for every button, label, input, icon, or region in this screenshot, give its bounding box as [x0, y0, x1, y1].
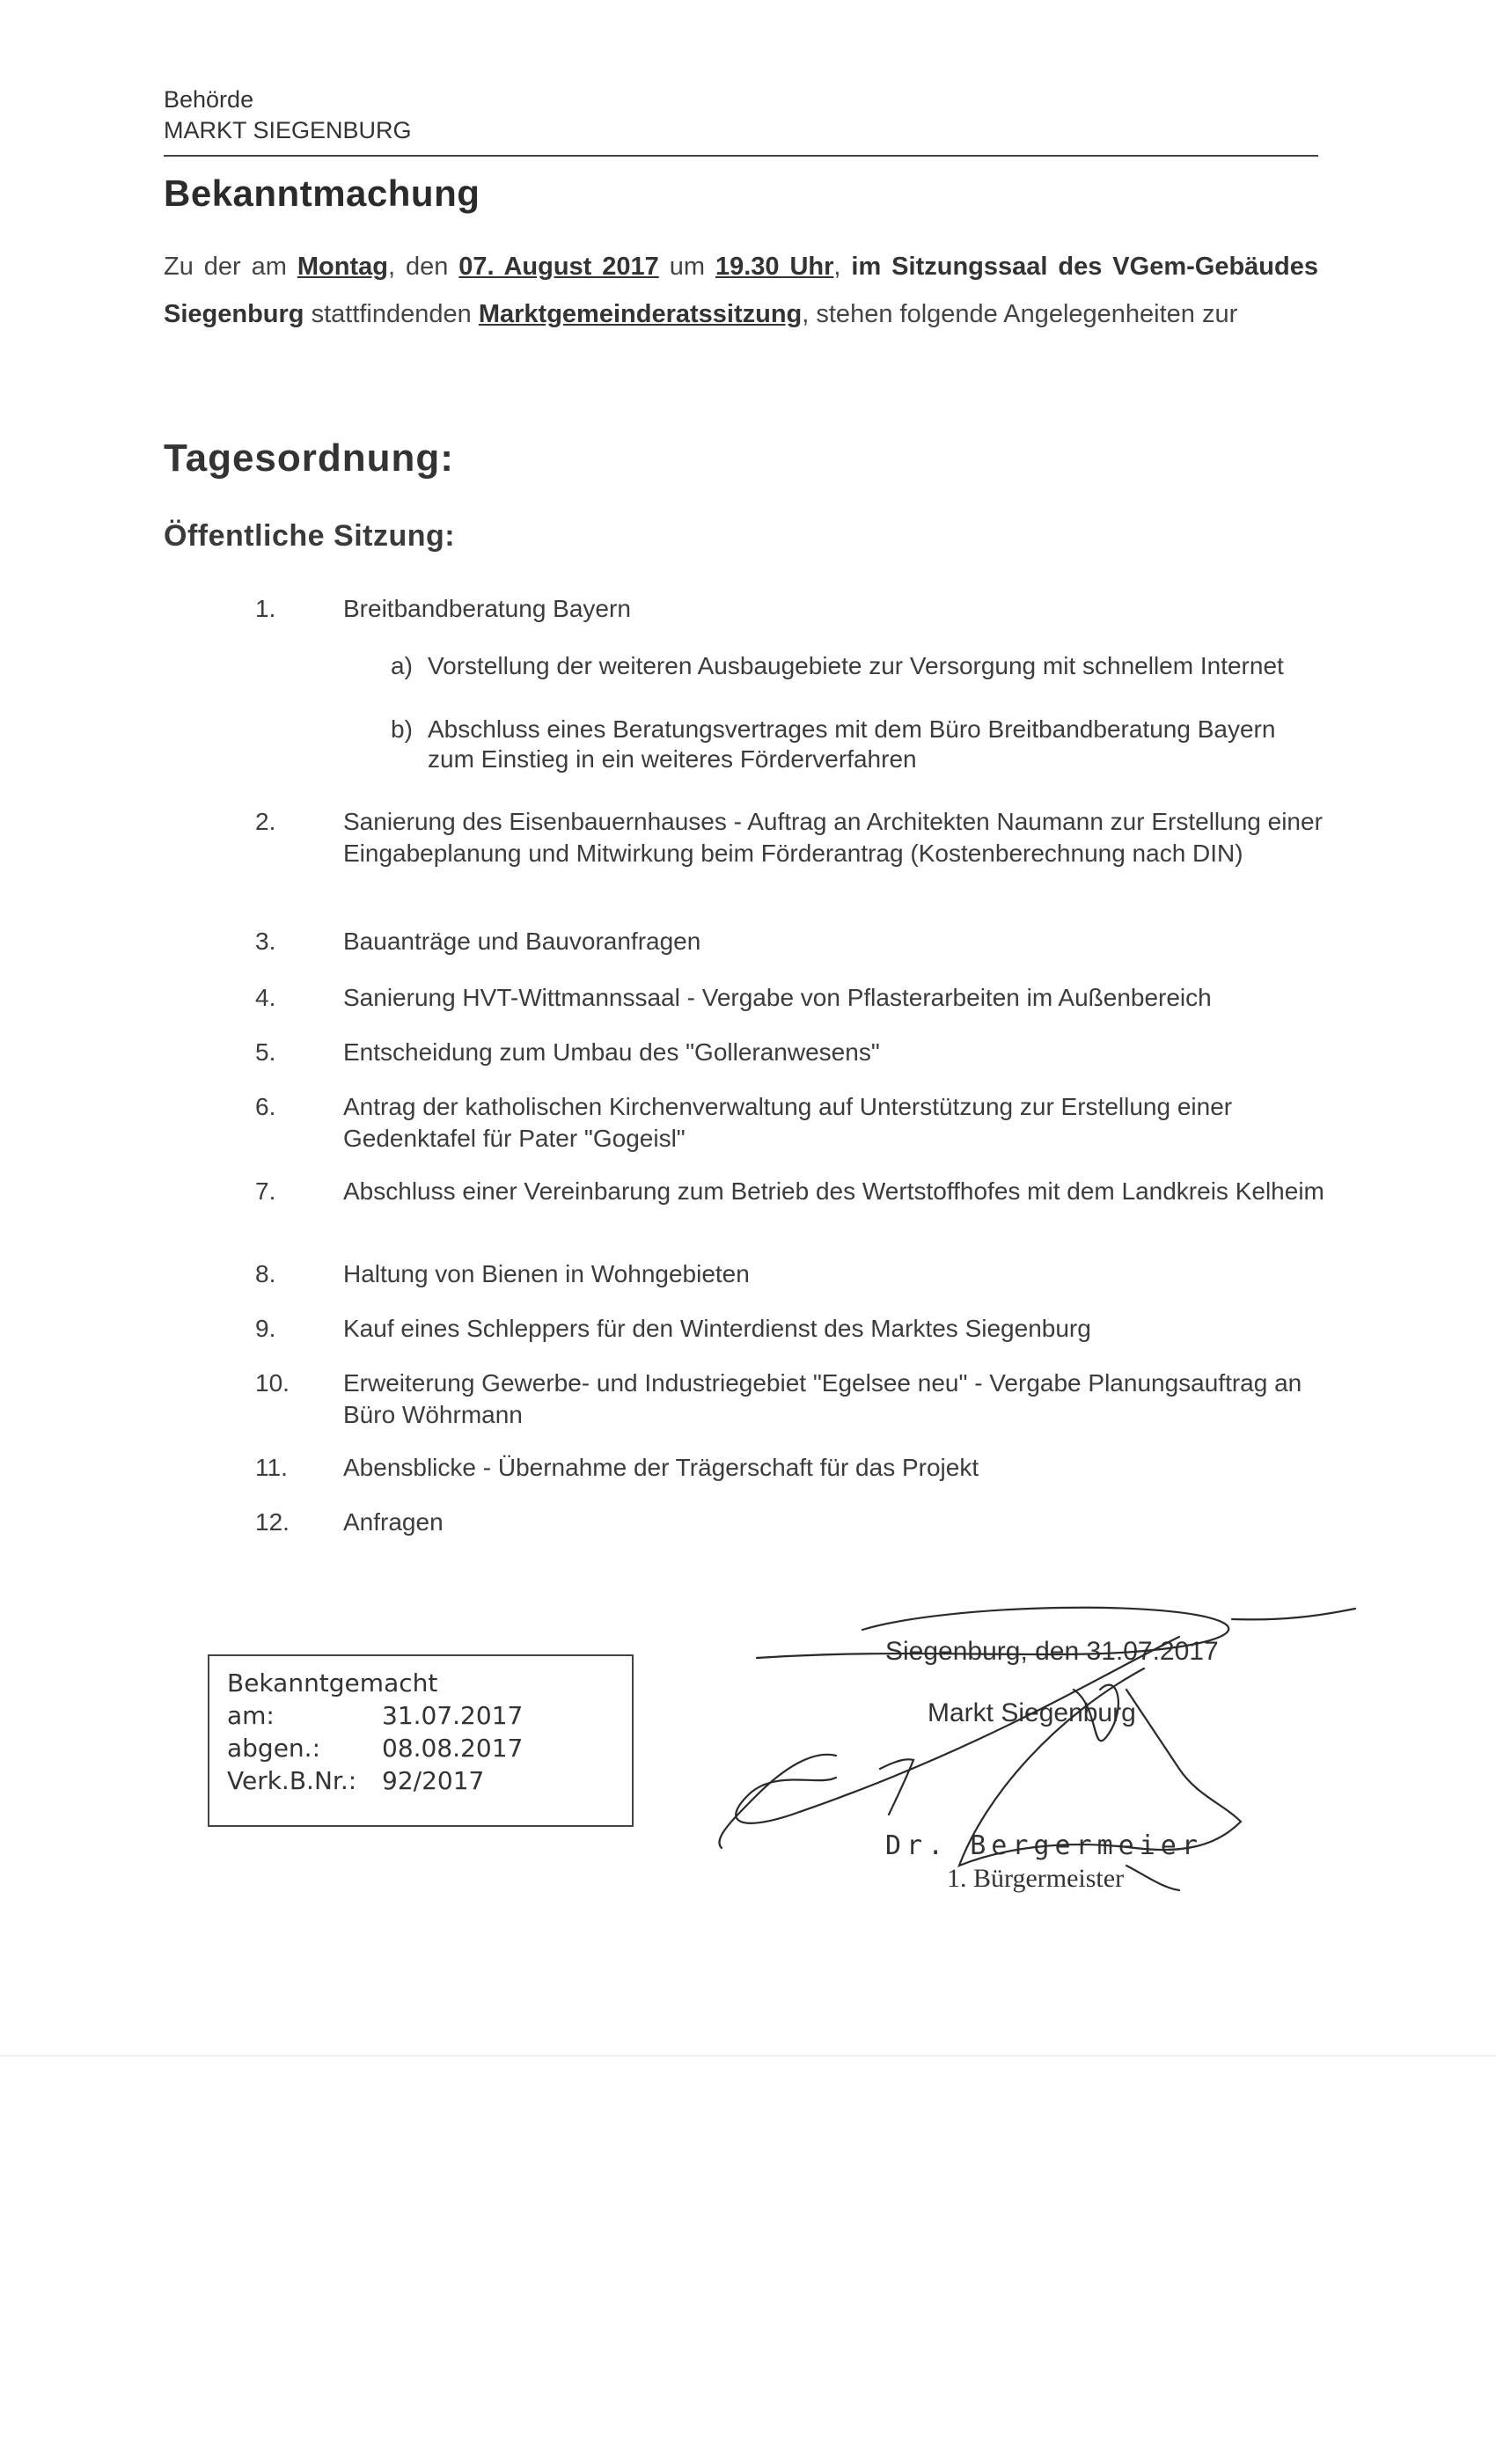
stamp-heading: Bekanntgemacht	[227, 1668, 438, 1698]
stamp-value: 92/2017	[382, 1766, 485, 1795]
stamp-label: abgen.:	[227, 1734, 321, 1763]
signature-market: Markt Siegenburg	[928, 1698, 1136, 1727]
signature-stroke	[880, 1759, 913, 1815]
agenda-item-number: 9.	[255, 1315, 276, 1342]
agenda-subitem-text: Abschluss eines Beratungsvertrages mit dem Büro Breitbandberatung Bayern zum Einstieg in ein weiteres Förderverfahren	[428, 715, 1276, 773]
session-title: Öffentliche Sitzung:	[164, 519, 456, 553]
agenda-item-text: Antrag der katholischen Kirchenverwaltung auf Unterstützung zur Erstellung einer Gedenktafel für Pater "Gogeisl"	[343, 1093, 1233, 1152]
agenda-item-text: Entscheidung zum Umbau des "Golleranwesens"	[343, 1038, 880, 1066]
authority-label: Behörde	[164, 86, 254, 113]
stamp-value: 31.07.2017	[382, 1701, 524, 1730]
header-divider	[164, 155, 1318, 157]
agenda-item-text: Bauanträge und Bauvoranfragen	[343, 928, 701, 955]
intro-text: , den	[387, 253, 459, 281]
agenda-item-text: Haltung von Bienen in Wohngebieten	[343, 1260, 750, 1287]
signature-place-date: Siegenburg, den 31.07.2017	[885, 1637, 1219, 1666]
signature-stroke	[959, 1668, 1241, 1866]
agenda-item-number: 2.	[255, 808, 276, 835]
agenda-item-number: 6.	[255, 1093, 276, 1120]
intro-text: stattfindenden	[304, 300, 479, 328]
agenda-item-number: 12.	[255, 1508, 290, 1536]
stamp-label: am:	[227, 1701, 275, 1730]
signature-stroke	[1232, 1609, 1355, 1619]
agenda-item-text: Anfragen	[343, 1508, 444, 1536]
intro-day: Montag	[297, 253, 388, 281]
agenda-title: Tagesordnung:	[164, 436, 454, 480]
agenda-item-text: Kauf eines Schleppers für den Winterdienst des Marktes Siegenburg	[343, 1315, 1091, 1342]
intro-time: 19.30 Uhr	[715, 253, 834, 281]
agenda-item-text: Abensblicke - Übernahme der Trägerschaft für das Projekt	[343, 1454, 979, 1481]
authority-header	[164, 84, 412, 146]
agenda-item-text: Erweiterung Gewerbe- und Industriegebiet "Egelsee neu" - Vergabe Planungsauftrag an Büro Wöhrmann	[343, 1369, 1302, 1428]
stamp-label: Verk.B.Nr.:	[227, 1766, 357, 1795]
scan-edge	[0, 2055, 1496, 2057]
agenda-subitem-letter: a)	[391, 652, 413, 679]
authority-name: MARKT SIEGENBURG	[164, 117, 412, 143]
document-title: Bekanntmachung	[164, 172, 480, 214]
stamp-value: 08.08.2017	[382, 1734, 524, 1763]
signature-name: Dr. Bergermeier	[885, 1830, 1203, 1861]
intro-place: im Sitzungssaal des VGem-Gebäudes Siegenburg	[164, 253, 1318, 328]
signature-stroke	[1074, 1685, 1118, 1742]
agenda-item-text: Breitbandberatung Bayern	[343, 595, 631, 622]
agenda-item-number: 4.	[255, 984, 276, 1011]
signature-stroke	[736, 1637, 1179, 1823]
agenda-item-text: Sanierung HVT-Wittmannssaal - Vergabe von Pflasterarbeiten im Außenbereich	[343, 984, 1212, 1011]
agenda-item-number: 1.	[255, 595, 276, 622]
intro-text: ,	[833, 253, 852, 281]
intro-text: , stehen folgende Angelegenheiten zur	[802, 300, 1238, 328]
agenda-subitem-text: Vorstellung der weiteren Ausbaugebiete zur Versorgung mit schnellem Internet	[428, 652, 1284, 679]
handwritten-signature	[686, 1584, 1373, 1901]
agenda-item-text: Abschluss einer Vereinbarung zum Betrieb des Wertstoffhofes mit dem Landkreis Kelheim	[343, 1177, 1324, 1205]
intro-paragraph	[164, 243, 1318, 338]
intro-meeting: Marktgemeinderatssitzung	[478, 300, 803, 328]
signature-stroke	[757, 1608, 1228, 1658]
agenda-item-number: 8.	[255, 1260, 276, 1287]
signature-stroke	[719, 1755, 836, 1848]
agenda-item-number: 10.	[255, 1369, 290, 1397]
publication-stamp-box	[208, 1654, 634, 1827]
agenda-subitem-letter: b)	[391, 715, 413, 743]
signature-stroke	[1126, 1866, 1179, 1890]
agenda-item-number: 11.	[255, 1454, 288, 1481]
agenda-item-text: Sanierung des Eisenbauernhauses - Auftrag an Architekten Naumann zur Erstellung einer Eingabeplanung und Mitwirkung beim Förderantrag (Kostenberechnung nach DIN)	[343, 808, 1323, 867]
signature-role: 1. Bürgermeister	[947, 1864, 1125, 1893]
agenda-item-number: 5.	[255, 1038, 276, 1066]
agenda-item-number: 3.	[255, 928, 276, 955]
intro-text: Zu der am	[164, 253, 297, 281]
intro-date: 07. August 2017	[458, 253, 659, 281]
agenda-item-number: 7.	[255, 1177, 276, 1205]
intro-text: um	[658, 253, 715, 281]
